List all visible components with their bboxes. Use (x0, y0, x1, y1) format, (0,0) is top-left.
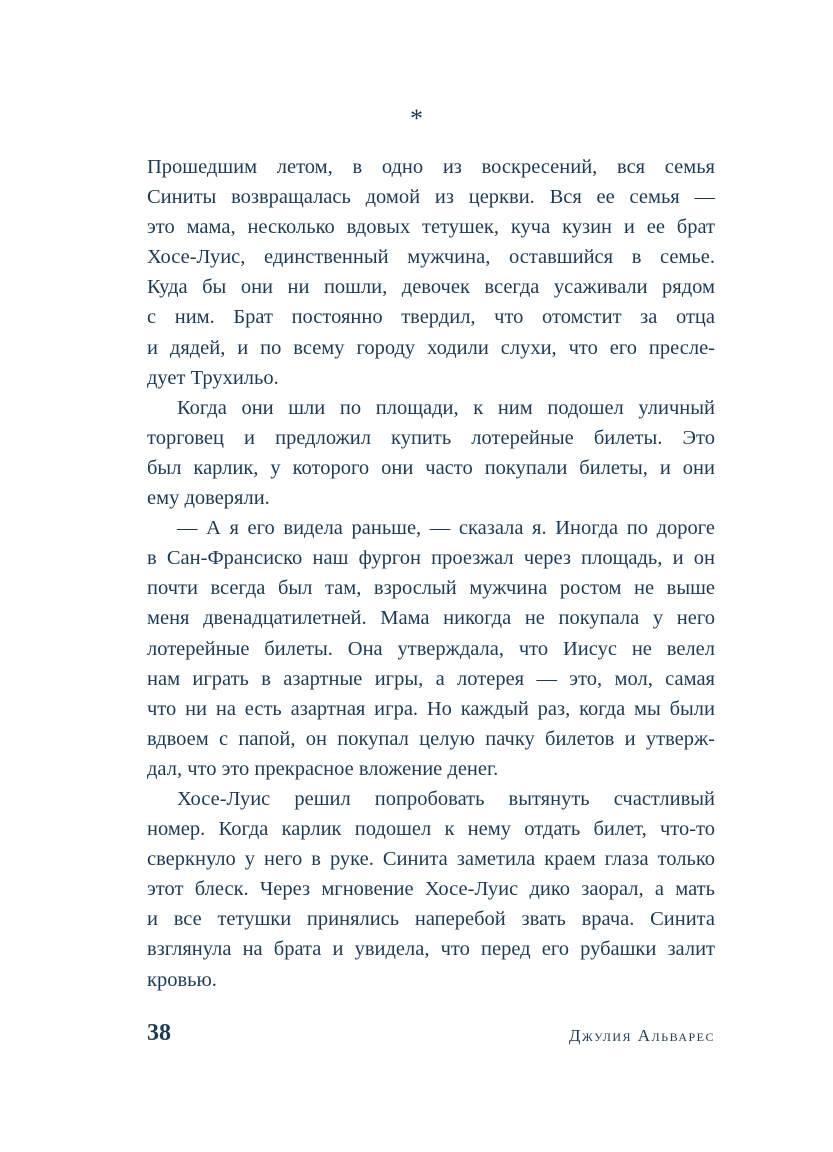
text-line: вдвоем с папой, он покупал целую пачку билетов и утверж- (147, 727, 715, 750)
text-line: лотерейные билеты. Она утверждала, что Иисус не велел (147, 637, 715, 660)
page-number: 38 (147, 1020, 171, 1046)
text-line: это мама, несколько вдовых тетушек, куча кузин и ее брат (147, 216, 715, 239)
text-line: этот блеск. Через мгновение Хосе-Луис дико заорал, а мать (147, 878, 715, 901)
text-line: был карлик, у которого они часто покупали билеты, и они (147, 456, 715, 479)
text-line: торговец и предложил купить лотерейные билеты. Это (147, 426, 715, 449)
text-line: Хосе-Луис решил попробовать вытянуть счастливый (177, 787, 715, 810)
text-line: Когда они шли по площади, к ним подошел уличный (177, 396, 715, 419)
text-line: почти всегда был там, взрослый мужчина ростом не выше (147, 577, 715, 600)
text-line: и дядей, и по всему городу ходили слухи, что его пресле- (147, 336, 715, 359)
text-line: дал, что это прекрасное вложение денег. (147, 757, 499, 780)
text-line: Прошедшим летом, в одно из воскресений, вся семья (147, 156, 715, 178)
text-line: в Сан-Франсиско наш фургон проезжал через площадь, и он (147, 547, 715, 570)
text-line: что ни на есть азартная игра. Но каждый раз, когда мы были (147, 697, 715, 720)
text-line: дует Трухильо. (147, 366, 279, 389)
body-text (147, 152, 715, 995)
text-line: Синиты возвращалась домой из церкви. Вся ее семья — (147, 186, 715, 209)
text-line: и все тетушки принялись наперебой звать врача. Синита (147, 908, 715, 931)
section-separator: * (410, 104, 423, 133)
text-line: Куда бы они ни пошли, девочек всегда усаживали рядом (147, 276, 715, 299)
running-head-author: Джулия Альварес (568, 1026, 715, 1045)
text-line: ему доверяли. (147, 487, 270, 510)
paragraph (147, 152, 715, 393)
paragraph (147, 784, 715, 995)
text-line: с ним. Брат постоянно твердил, что отомстит за отца (147, 306, 715, 329)
text-line: — А я его видела раньше, — сказала я. Иногда по дороге (177, 517, 715, 540)
text-line: нам играть в азартные игры, а лотерея — это, мол, самая (147, 667, 715, 690)
text-line: номер. Когда карлик подошел к нему отдать билет, что-то (147, 818, 715, 841)
text-line: сверкнуло у него в руке. Синита заметила краем глаза только (147, 848, 715, 871)
paragraph (147, 393, 715, 513)
text-line: кровью. (147, 968, 217, 991)
text-line: меня двенадцатилетней. Мама никогда не покупала у него (147, 607, 715, 630)
paragraph (147, 513, 715, 784)
text-line: Хосе-Луис, единственный мужчина, оставшийся в семье. (147, 246, 715, 269)
text-line: взглянула на брата и увидела, что перед его рубашки залит (147, 938, 715, 961)
